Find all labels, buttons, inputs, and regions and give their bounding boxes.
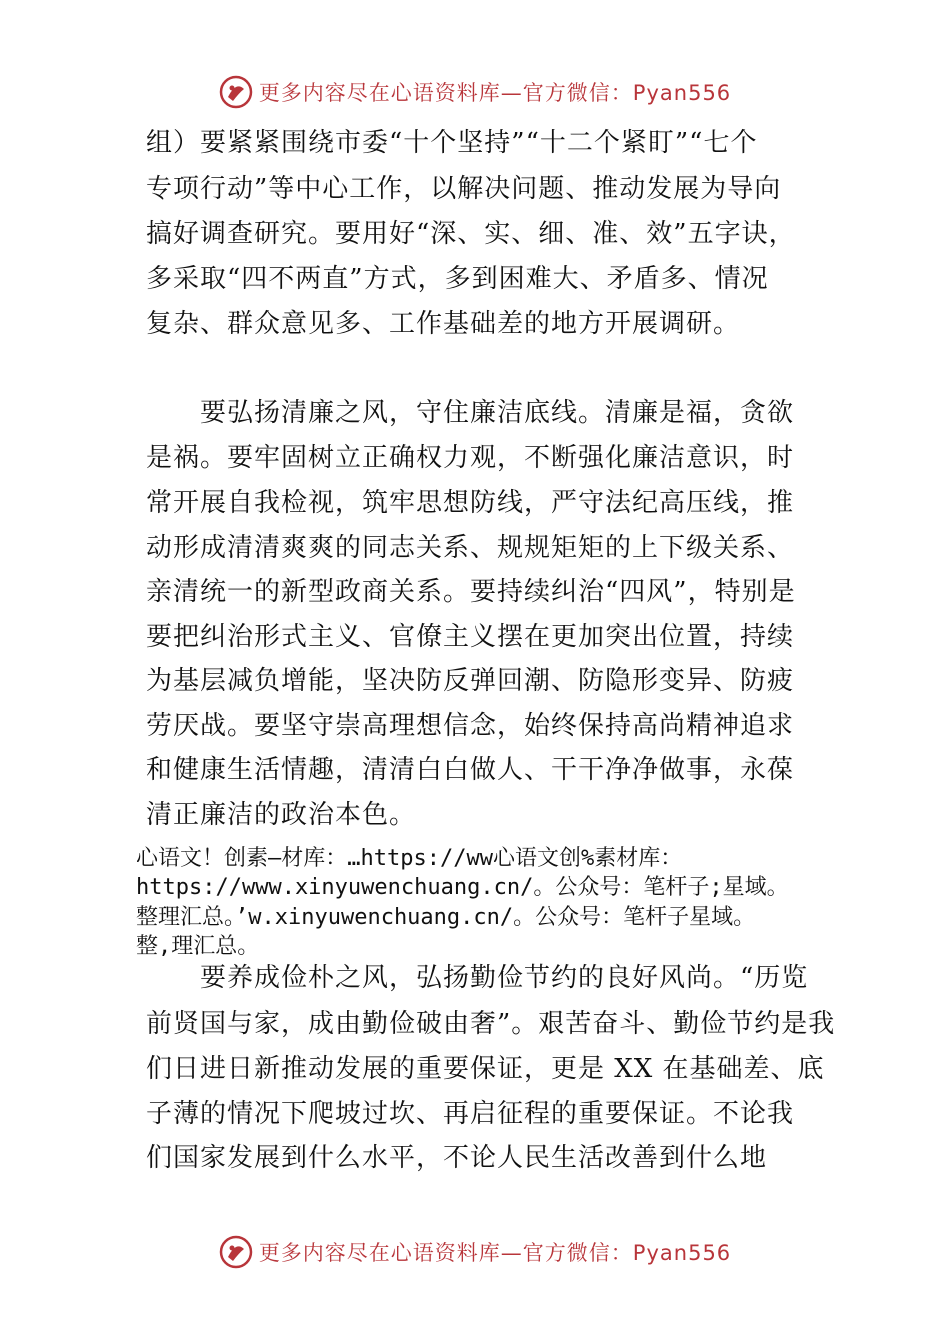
text-line: 搞好调查研究。要用好“深、实、细、准、效”五字诀， xyxy=(146,219,796,249)
text-line: 亲清统一的新型政商关系。要持续纠治“四风”，特别是 xyxy=(146,577,796,607)
footer-banner xyxy=(0,1232,950,1272)
text-line: 们国家发展到什么水平，不论人民生活改善到什么地 xyxy=(146,1143,768,1173)
text-line: 清正廉洁的政治本色。 xyxy=(146,800,417,830)
text-line: 为基层减负增能，坚决防反弹回潮、防隐形变异、防疲 xyxy=(146,666,795,696)
text-line: 常开展自我检视，筑牢思想防线，严守法纪高压线，推 xyxy=(146,488,795,518)
text-line: 是祸。要牢固树立正确权力观，不断强化廉洁意识，时 xyxy=(146,443,795,473)
watermark-line: 心语文！创素—材库：…https://ww心语文创%素材库： xyxy=(136,846,683,871)
text-line: 和健康生活情趣，清清白白做人、干干净净做事，永葆 xyxy=(146,755,795,785)
text-line: 们日进日新推动发展的重要保证，更是 XX 在基础差、底 xyxy=(146,1054,825,1084)
watermark-line: 整理汇总。’w.xinyuwenchuang.cn/。公众号：笔杆子星域。 xyxy=(136,905,756,930)
text-line: 动形成清清爽爽的同志关系、规规矩矩的上下级关系、 xyxy=(146,533,795,563)
watermark-line: 整,理汇总。 xyxy=(136,934,260,959)
text-line: 要弘扬清廉之风，守住廉洁底线。清廉是福，贪欲 xyxy=(200,398,795,428)
text-line: 子薄的情况下爬坡过坎、再启征程的重要保证。不论我 xyxy=(146,1099,795,1129)
text-line: 专项行动”等中心工作，以解决问题、推动发展为导向 xyxy=(146,174,782,204)
text-line: 组）要紧紧围绕市委“十个坚持”“十二个紧盯”“七个 xyxy=(146,128,758,158)
watermark-line: https://www.xinyuwenchuang.cn/。公众号：笔杆子;星域。 xyxy=(136,875,789,900)
text-line: 要养成俭朴之风，弘扬勤俭节约的良好风尚。“历览 xyxy=(200,963,809,993)
header-banner-text: 更多内容尽在心语资料库—官方微信：Pyan556 xyxy=(258,81,732,105)
footer-banner-text: 更多内容尽在心语资料库—官方微信：Pyan556 xyxy=(258,1241,732,1265)
text-line: 要把纠治形式主义、官僚主义摆在更加突出位置，持续 xyxy=(146,622,795,652)
header-banner xyxy=(0,72,950,112)
text-line: 复杂、群众意见多、工作基础差的地方开展调研。 xyxy=(146,309,741,339)
brand-logo-icon xyxy=(219,1235,253,1269)
text-line: 劳厌战。要坚守崇高理想信念，始终保持高尚精神追求 xyxy=(146,711,795,741)
text-line: 前贤国与家，成由勤俭破由奢”。艰苦奋斗、勤俭节约是我 xyxy=(146,1009,836,1039)
text-line: 多采取“四不两直”方式，多到困难大、矛盾多、情况 xyxy=(146,264,769,294)
brand-logo-icon xyxy=(219,75,253,109)
